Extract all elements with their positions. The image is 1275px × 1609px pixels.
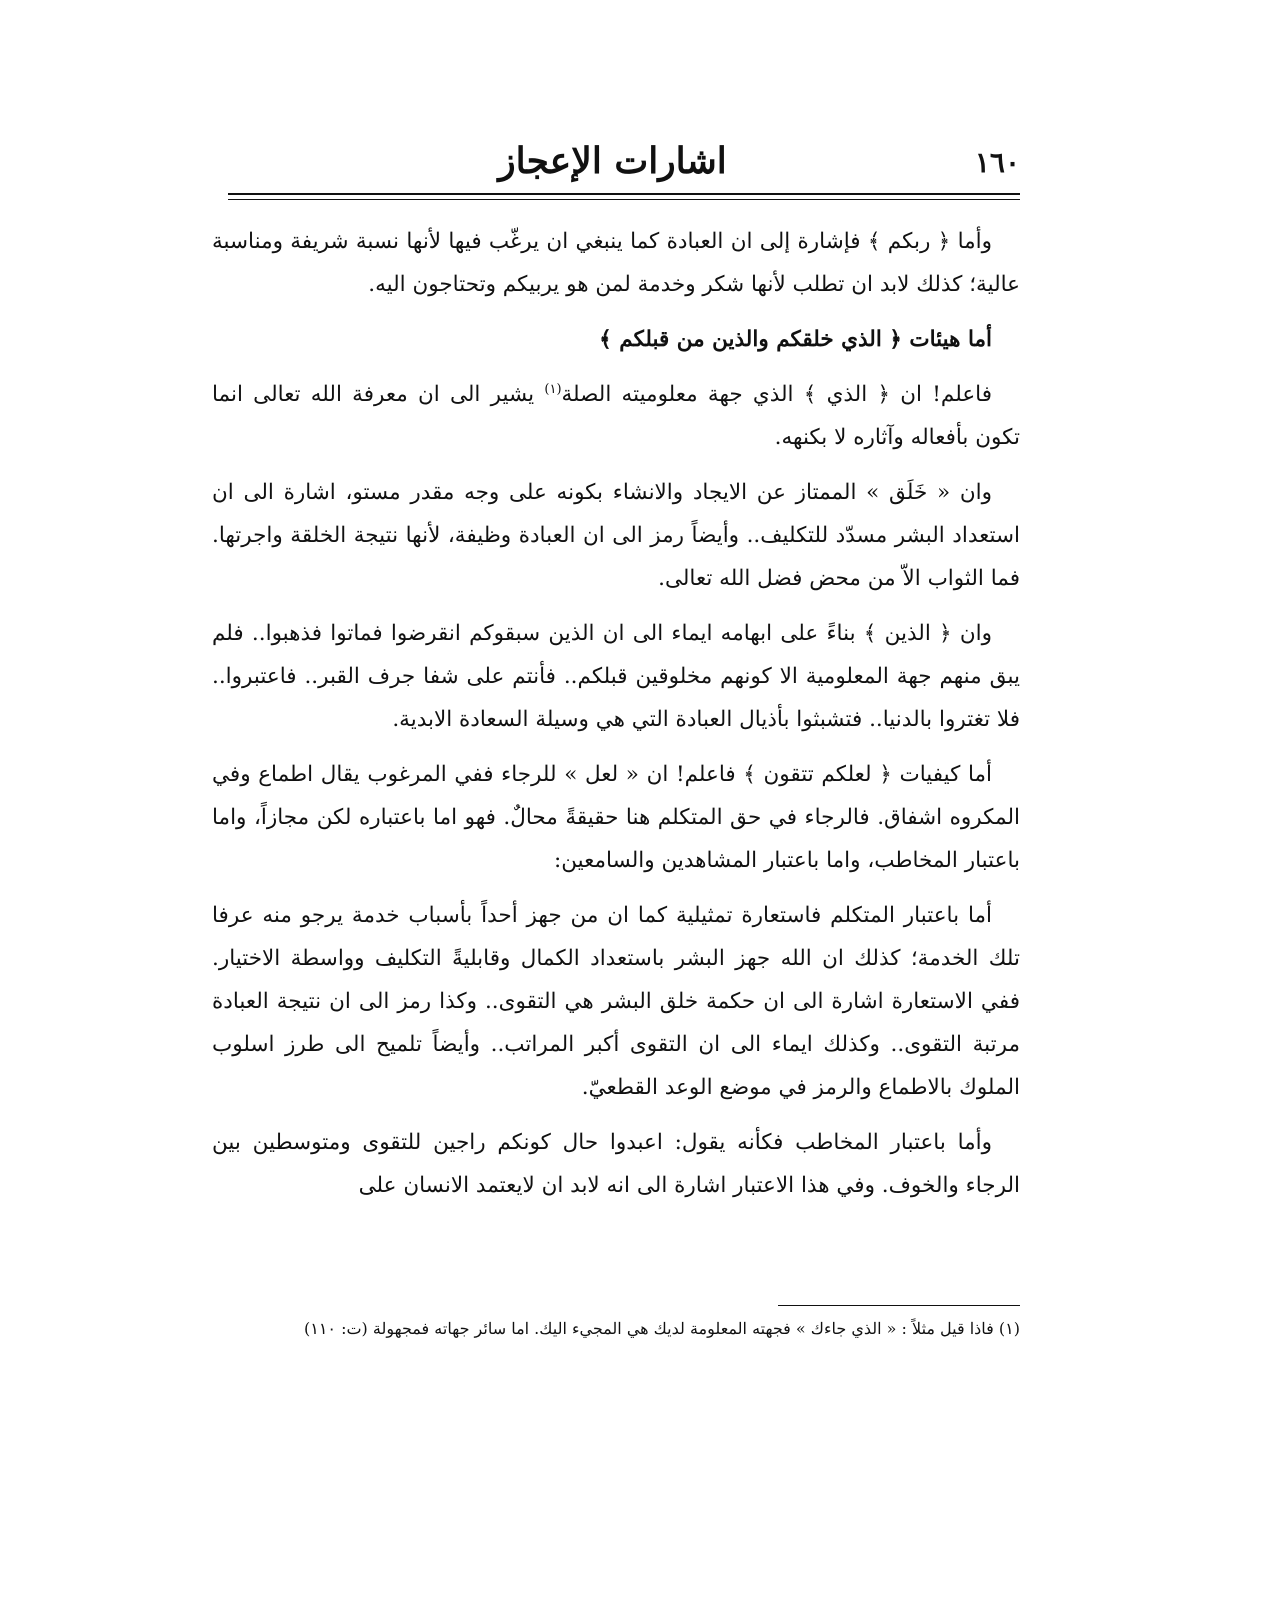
page-body <box>212 220 1020 1219</box>
paragraph-alladhi-part1: فاعلم! ان ﴿ الذي ﴾ الذي جهة معلوميته الصلة <box>561 382 992 407</box>
paragraph-alladhina: وان ﴿ الذين ﴾ بناءً على ابهامه ايماء الى ان الذين سبقوكم انقرضوا فماتوا فذهبوا.. فلم يبق منهم جهة المعلومية الا كونهم مخلوقين قبلكم.. فأنتم على شفا جرف القبر.. فاعتبروا.. فلا تغتروا بالدنيا.. فتشبثوا بأذيال العبادة التي هي وسيلة السعادة الابدية. <box>212 621 1020 732</box>
running-title: اشارات الإعجاز <box>498 140 727 182</box>
header-rule-thick <box>228 193 1020 195</box>
paragraph-khalaqa: وان « خَلَق » الممتاز عن الايجاد والانشاء بكونه على وجه مقدر مستو، اشارة الى ان استعداد البشر مسدّد للتكليف.. وأيضاً رمز الى ان العبادة وظيفة، لأنها نتيجة الخلقة واجرتها. فما الثواب الاّ من محض فضل الله تعالى. <box>212 480 1020 591</box>
section-heading-hayat: أما هيئات ﴿ الذي خلقكم والذين من قبلكم ﴾ <box>599 327 992 352</box>
paragraph-mukhatab: وأما باعتبار المخاطب فكأنه يقول: اعبدوا حال كونكم راجين للتقوى ومتوسطين بين الرجاء والخوف. وفي هذا الاعتبار اشارة الى انه لابد ان لايعتمد الانسان على <box>212 1130 1020 1198</box>
page-header <box>205 140 1020 200</box>
paragraph-alladhi-part2: يشير الى ان معرفة الله تعالى انما تكون بأفعاله وآثاره لا بكنهه. <box>212 382 1020 450</box>
paragraph-laallakum: أما كيفيات ﴿ لعلكم تتقون ﴾ فاعلم! ان « لعل » للرجاء ففي المرغوب يقال اطماع وفي المكروه اشفاق. فالرجاء في حق المتكلم هنا حقيقةً محالٌ. فهو اما باعتباره لكن مجازاً، واما باعتبار المخاطب، واما باعتبار المشاهدين والسامعين: <box>212 762 1020 873</box>
paragraph-alladhi <box>212 373 1020 459</box>
footnote: (١) فاذا قيل مثلاً : « الذي جاءك » فجهته المعلومة لديك هي المجيء اليك. اما سائر جهاته فمجهولة (ت: ١١٠) <box>303 1319 1020 1338</box>
paragraph-rabbukum: وأما ﴿ ربكم ﴾ فإشارة إلى ان العبادة كما ينبغي ان يرغّب فيها لأنها نسبة شريفة ومناسبة عالية؛ كذلك لابد ان تطلب لأنها شكر وخدمة لمن هو يربيكم وتحتاجون اليه. <box>212 229 1020 297</box>
paragraph-mutakallim: أما باعتبار المتكلم فاستعارة تمثيلية كما ان من جهز أحداً بأسباب خدمة يرجو منه عرفا تلك الخدمة؛ كذلك ان الله جهز البشر باستعداد الكمال وقابليةً التكليف وواسطة الاختيار. ففي الاستعارة اشارة الى ان حكمة خلق البشر هي التقوى.. وكذا رمز الى ان نتيجة العبادة مرتبة التقوى.. وكذلك ايماء الى ان التقوى أكبر المراتب.. وأيضاً تلميح الى طرز اسلوب الملوك بالاطماع والرمز في موضع الوعد القطعيّ. <box>212 903 1020 1100</box>
footnote-separator <box>778 1305 1020 1306</box>
footnote-marker[interactable]: (١) <box>544 381 562 397</box>
page-number: ١٦٠ <box>974 146 1020 179</box>
header-rule-thin <box>228 199 1020 200</box>
